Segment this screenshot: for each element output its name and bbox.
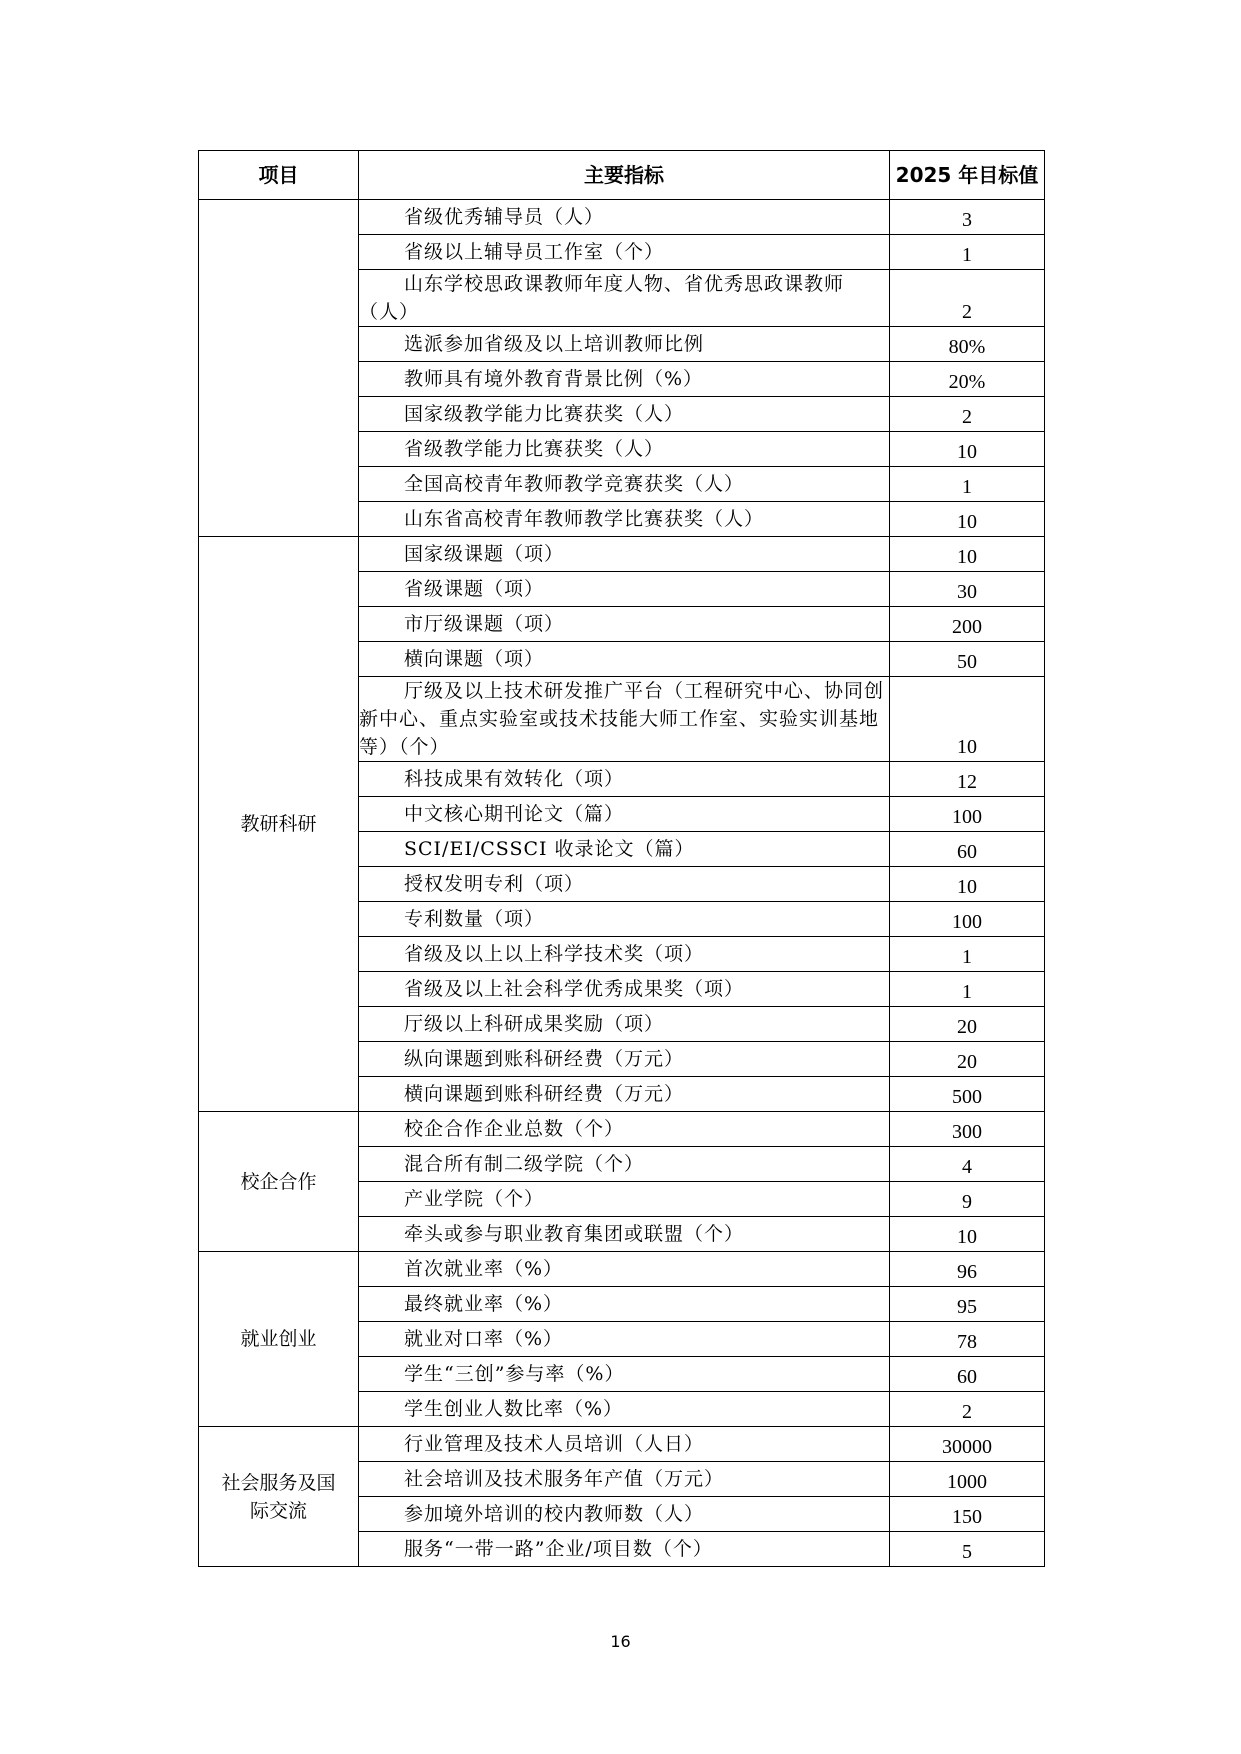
target-value-cell: 10 xyxy=(890,432,1045,467)
indicator-cell: 省级及以上社会科学优秀成果奖（项） xyxy=(359,972,890,1007)
category-cell: 就业创业 xyxy=(199,1252,359,1427)
target-value-cell: 96 xyxy=(890,1252,1045,1287)
indicator-cell: 省级以上辅导员工作室（个） xyxy=(359,235,890,270)
indicator-cell: 首次就业率（%） xyxy=(359,1252,890,1287)
target-value-cell: 12 xyxy=(890,762,1045,797)
page-number: 16 xyxy=(610,1632,631,1651)
target-value-cell: 4 xyxy=(890,1147,1045,1182)
category-cell: 校企合作 xyxy=(199,1112,359,1252)
indicator-cell: 山东学校思政课教师年度人物、省优秀思政课教师（人） xyxy=(359,270,890,327)
header-target: 2025 年目标值 xyxy=(890,151,1045,200)
target-value-cell: 10 xyxy=(890,1217,1045,1252)
indicator-cell: 服务“一带一路”企业/项目数（个） xyxy=(359,1532,890,1567)
indicator-cell: 横向课题（项） xyxy=(359,642,890,677)
indicator-cell: 省级教学能力比赛获奖（人） xyxy=(359,432,890,467)
target-value-cell: 50 xyxy=(890,642,1045,677)
target-value-cell: 20 xyxy=(890,1007,1045,1042)
indicator-cell: 横向课题到账科研经费（万元） xyxy=(359,1077,890,1112)
indicator-cell: 学生创业人数比率（%） xyxy=(359,1392,890,1427)
indicator-cell: 牵头或参与职业教育集团或联盟（个） xyxy=(359,1217,890,1252)
indicator-cell: 厅级及以上技术研发推广平台（工程研究中心、协同创新中心、重点实验室或技术技能大师工作室、实验实训基地等）（个） xyxy=(359,677,890,762)
target-value-cell: 2 xyxy=(890,1392,1045,1427)
indicator-cell: 校企合作企业总数（个） xyxy=(359,1112,890,1147)
indicator-cell: 中文核心期刊论文（篇） xyxy=(359,797,890,832)
table-row xyxy=(199,200,1045,235)
target-value-cell: 60 xyxy=(890,1357,1045,1392)
indicator-cell: 厅级以上科研成果奖励（项） xyxy=(359,1007,890,1042)
target-value-cell: 1000 xyxy=(890,1462,1045,1497)
indicator-cell: 省级优秀辅导员（人） xyxy=(359,200,890,235)
indicator-cell: 专利数量（项） xyxy=(359,902,890,937)
target-value-cell: 10 xyxy=(890,537,1045,572)
indicator-cell: 国家级课题（项） xyxy=(359,537,890,572)
indicator-cell: 纵向课题到账科研经费（万元） xyxy=(359,1042,890,1077)
table-row xyxy=(199,537,1045,572)
indicator-cell: 省级课题（项） xyxy=(359,572,890,607)
indicator-cell: 全国高校青年教师教学竞赛获奖（人） xyxy=(359,467,890,502)
target-value-cell: 20% xyxy=(890,362,1045,397)
target-value-cell: 100 xyxy=(890,902,1045,937)
target-value-cell: 1 xyxy=(890,972,1045,1007)
targets-table xyxy=(198,150,1045,1567)
target-value-cell: 100 xyxy=(890,797,1045,832)
indicator-cell: 参加境外培训的校内教师数（人） xyxy=(359,1497,890,1532)
target-value-cell: 200 xyxy=(890,607,1045,642)
target-value-cell: 10 xyxy=(890,867,1045,902)
indicator-cell: 选派参加省级及以上培训教师比例 xyxy=(359,327,890,362)
table-row xyxy=(199,1252,1045,1287)
target-value-cell: 1 xyxy=(890,467,1045,502)
indicator-cell: 授权发明专利（项） xyxy=(359,867,890,902)
target-value-cell: 2 xyxy=(890,397,1045,432)
indicator-cell: 省级及以上以上科学技术奖（项） xyxy=(359,937,890,972)
target-value-cell: 60 xyxy=(890,832,1045,867)
category-cell: 教研科研 xyxy=(199,537,359,1112)
category-cell xyxy=(199,200,359,537)
target-value-cell: 10 xyxy=(890,677,1045,762)
target-value-cell: 80% xyxy=(890,327,1045,362)
category-cell: 社会服务及国际交流 xyxy=(199,1427,359,1567)
indicator-cell: 社会培训及技术服务年产值（万元） xyxy=(359,1462,890,1497)
target-value-cell: 2 xyxy=(890,270,1045,327)
table-header-row xyxy=(199,151,1045,200)
table-body xyxy=(199,200,1045,1567)
header-category: 项目 xyxy=(199,151,359,200)
indicator-cell: 教师具有境外教育背景比例（%） xyxy=(359,362,890,397)
target-value-cell: 1 xyxy=(890,937,1045,972)
target-value-cell: 9 xyxy=(890,1182,1045,1217)
target-value-cell: 150 xyxy=(890,1497,1045,1532)
indicator-cell: SCI/EI/CSSCI 收录论文（篇） xyxy=(359,832,890,867)
target-value-cell: 30000 xyxy=(890,1427,1045,1462)
indicator-cell: 混合所有制二级学院（个） xyxy=(359,1147,890,1182)
header-indicator: 主要指标 xyxy=(359,151,890,200)
indicator-cell: 市厅级课题（项） xyxy=(359,607,890,642)
target-value-cell: 500 xyxy=(890,1077,1045,1112)
indicator-cell: 产业学院（个） xyxy=(359,1182,890,1217)
target-value-cell: 5 xyxy=(890,1532,1045,1567)
target-value-cell: 20 xyxy=(890,1042,1045,1077)
table-row xyxy=(199,1112,1045,1147)
target-value-cell: 3 xyxy=(890,200,1045,235)
target-value-cell: 300 xyxy=(890,1112,1045,1147)
indicator-cell: 学生“三创”参与率（%） xyxy=(359,1357,890,1392)
target-value-cell: 95 xyxy=(890,1287,1045,1322)
indicator-cell: 山东省高校青年教师教学比赛获奖（人） xyxy=(359,502,890,537)
target-value-cell: 1 xyxy=(890,235,1045,270)
target-value-cell: 78 xyxy=(890,1322,1045,1357)
indicator-cell: 国家级教学能力比赛获奖（人） xyxy=(359,397,890,432)
target-value-cell: 10 xyxy=(890,502,1045,537)
table-row xyxy=(199,1427,1045,1462)
indicator-cell: 最终就业率（%） xyxy=(359,1287,890,1322)
indicator-cell: 就业对口率（%） xyxy=(359,1322,890,1357)
target-value-cell: 30 xyxy=(890,572,1045,607)
indicator-cell: 行业管理及技术人员培训（人日） xyxy=(359,1427,890,1462)
indicator-cell: 科技成果有效转化（项） xyxy=(359,762,890,797)
